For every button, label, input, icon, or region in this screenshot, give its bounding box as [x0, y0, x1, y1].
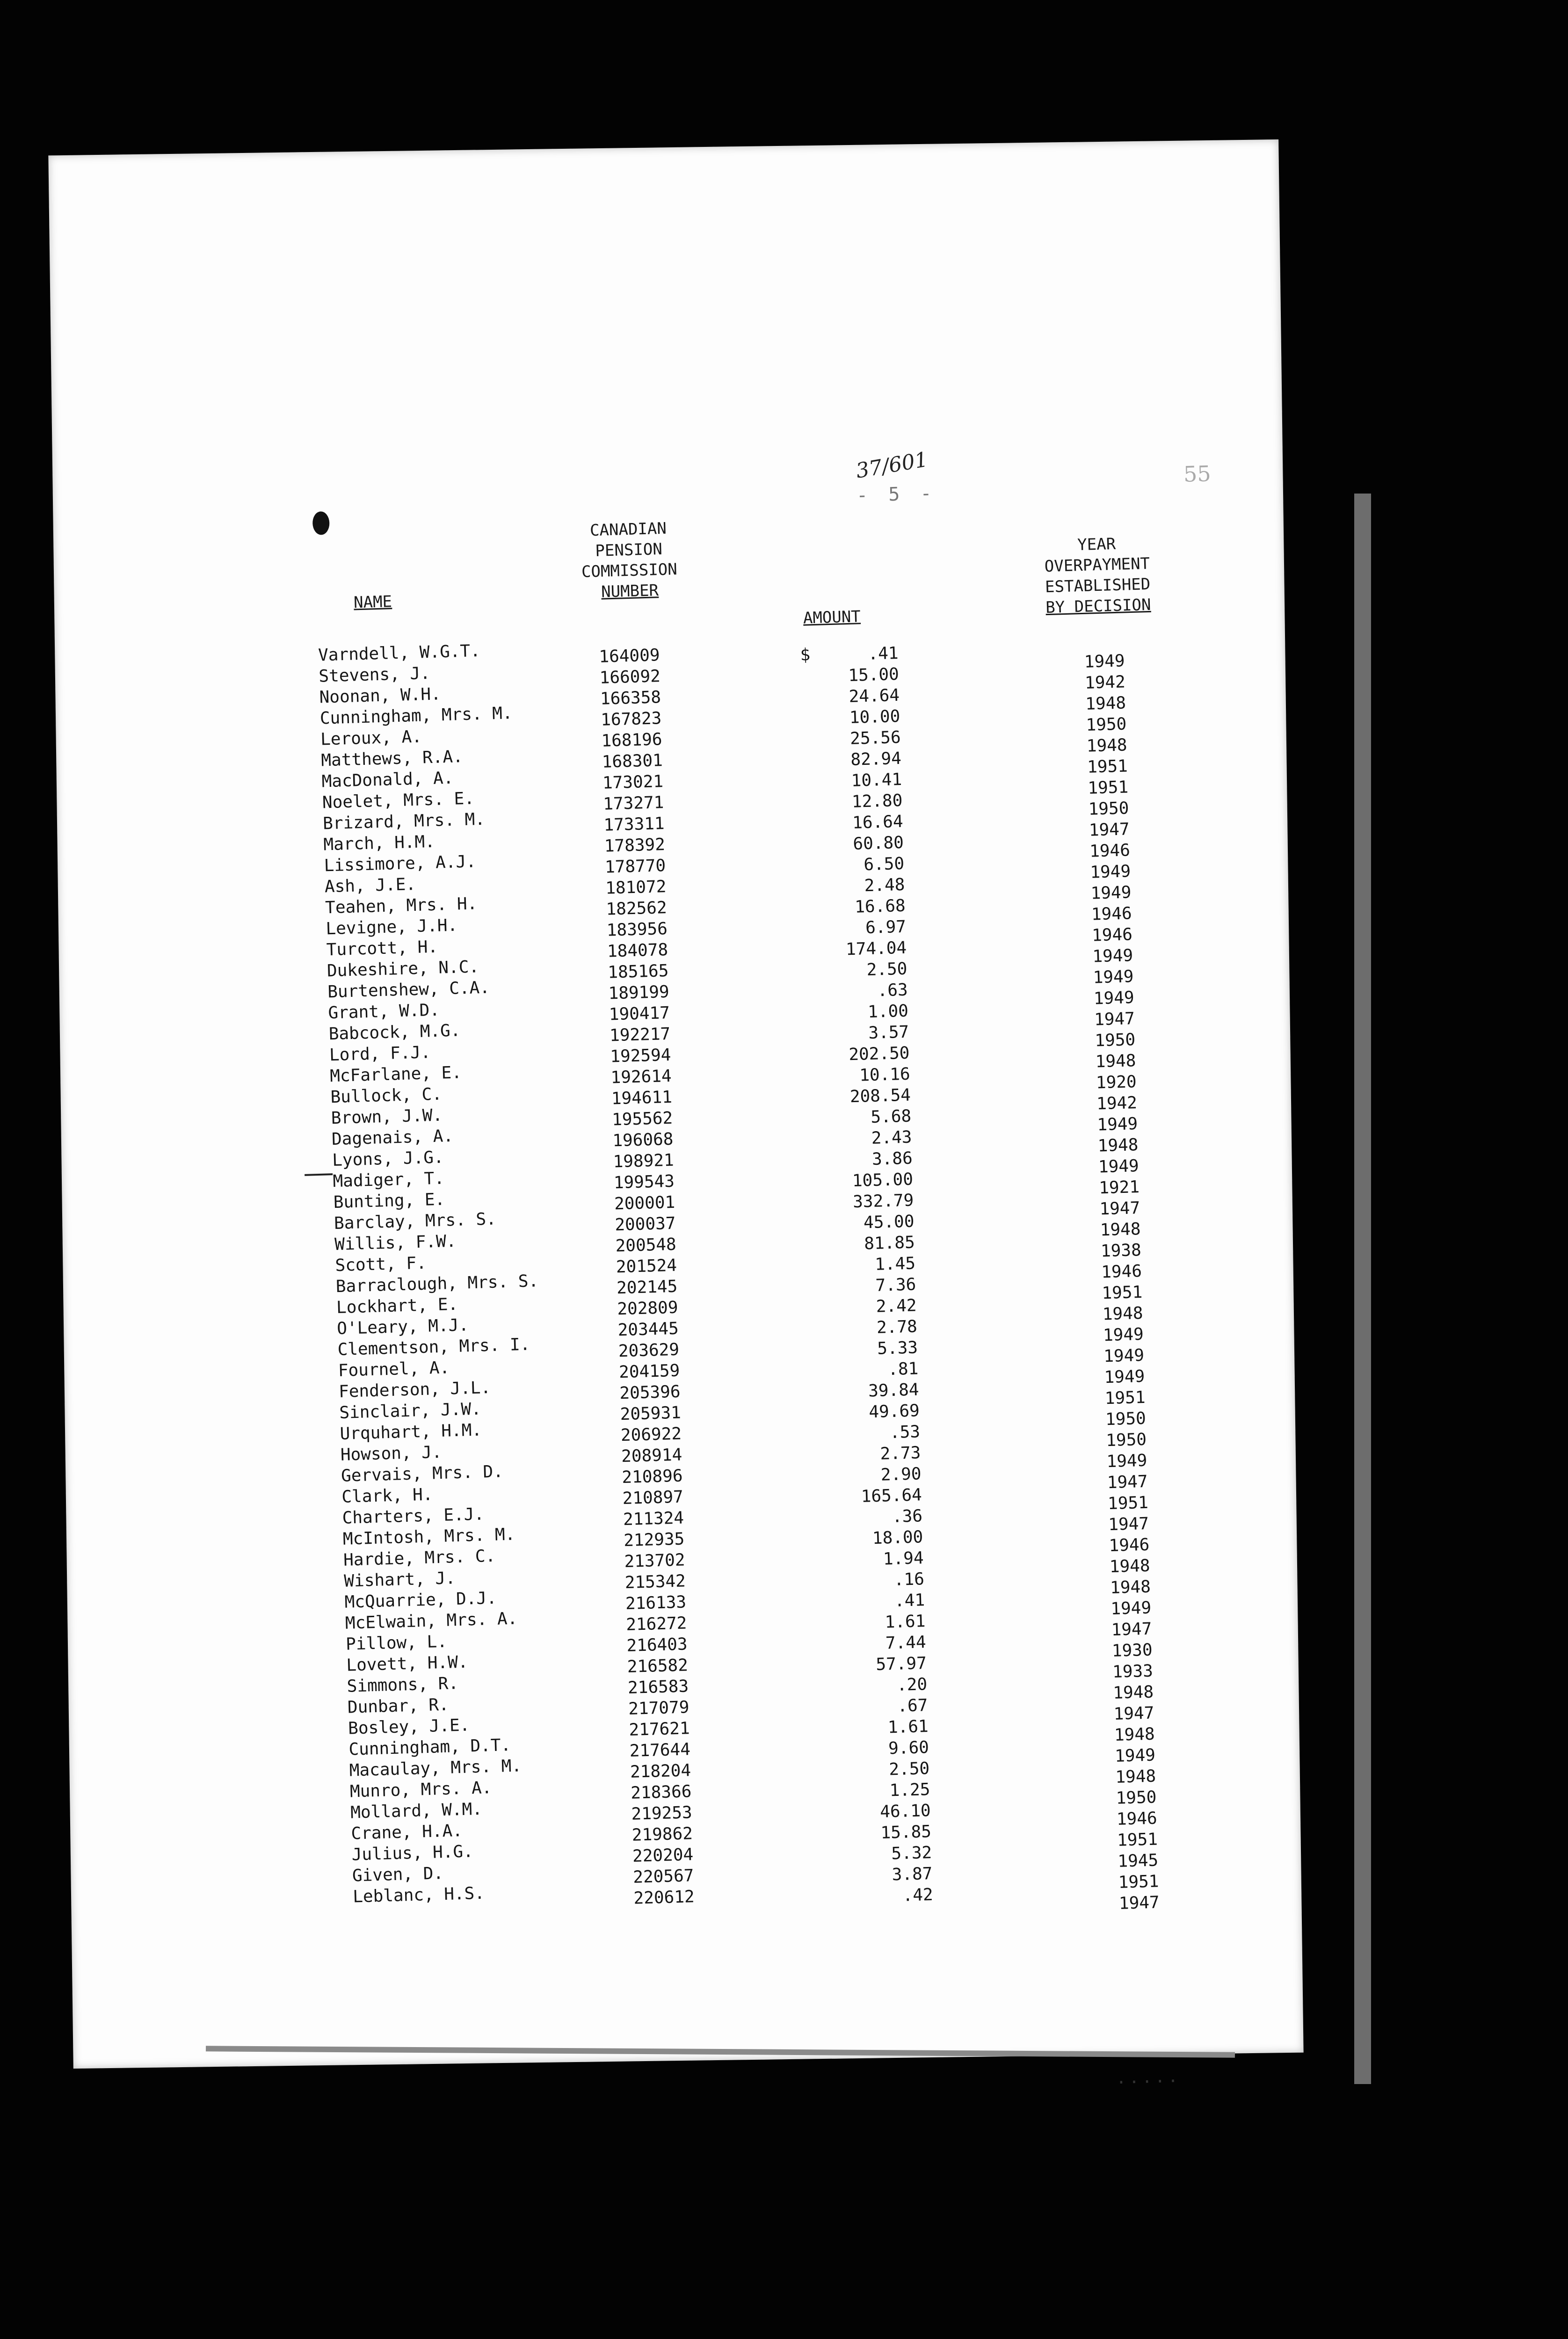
row-name: Cunningham, Mrs. M.	[319, 704, 513, 728]
row-pension-number: 216272	[625, 1613, 687, 1635]
row-year: 1950	[1116, 1787, 1157, 1808]
row-name: Howson, J.	[340, 1442, 443, 1465]
row-year: 1950	[1086, 714, 1127, 735]
row-amount: 10.16	[859, 1064, 911, 1085]
row-name: Noelet, Mrs. E.	[322, 789, 475, 813]
row-amount: 57.97	[875, 1654, 927, 1675]
row-amount: 82.94	[850, 748, 902, 770]
row-pension-number: 167823	[600, 709, 662, 730]
row-amount: 332.79	[852, 1191, 914, 1212]
row-amount: 2.42	[876, 1296, 917, 1316]
header-name	[316, 590, 429, 614]
document-content	[290, 288, 1413, 2088]
row-year: 1949	[1103, 1345, 1145, 1366]
row-amount: 15.00	[848, 664, 900, 685]
row-year: 1946	[1109, 1535, 1150, 1556]
row-name: Noonan, W.H.	[319, 684, 442, 707]
header-year	[998, 531, 1197, 619]
row-year: 1921	[1098, 1177, 1140, 1198]
row-pension-number: 166092	[599, 667, 661, 688]
row-name: Lyons, J.G.	[332, 1148, 444, 1170]
row-name: Scott, F.	[335, 1253, 427, 1276]
row-pension-number: 212935	[623, 1529, 685, 1551]
row-pension-number: 217079	[628, 1698, 690, 1719]
row-year: 1949	[1096, 1114, 1138, 1135]
row-pension-number: 189199	[608, 982, 670, 1003]
row-amount: 3.87	[892, 1864, 933, 1885]
punch-hole	[312, 511, 330, 535]
row-amount: 16.64	[852, 812, 904, 833]
row-pension-number: 218204	[630, 1761, 691, 1782]
row-amount: .41	[867, 643, 899, 664]
row-pension-number: 168301	[602, 751, 663, 772]
row-name: Macaulay, Mrs. M.	[349, 1756, 522, 1780]
row-amount: 7.44	[885, 1633, 927, 1653]
header-pension-line-2: PENSION	[595, 539, 663, 560]
row-name: Grant, W.D.	[327, 1000, 440, 1023]
overpayment-table	[299, 616, 1410, 1913]
row-amount: 7.36	[875, 1275, 916, 1295]
row-pension-number: 217644	[629, 1740, 691, 1761]
row-name: Simmons, R.	[347, 1674, 459, 1696]
row-name: Levigne, J.H.	[325, 915, 458, 939]
row-amount: 6.50	[863, 854, 905, 875]
row-pension-number: 219253	[631, 1803, 693, 1824]
row-pension-number: 200037	[614, 1213, 676, 1235]
row-amount: 2.90	[880, 1464, 922, 1485]
row-pension-number: 173271	[603, 793, 664, 814]
header-pension-number	[539, 517, 719, 604]
row-year: 1920	[1096, 1072, 1137, 1093]
row-year: 1950	[1105, 1430, 1147, 1451]
row-amount: 12.80	[851, 791, 903, 812]
row-amount: 3.86	[871, 1148, 913, 1169]
row-amount: 10.00	[849, 706, 900, 727]
row-pension-number: 185165	[607, 961, 669, 982]
row-amount: 105.00	[852, 1170, 914, 1191]
row-year: 1946	[1101, 1261, 1142, 1282]
row-pension-number: 213702	[624, 1550, 686, 1572]
row-year: 1948	[1109, 1556, 1151, 1577]
row-name: Willis, F.W.	[334, 1231, 457, 1255]
row-name: Bunting, E.	[333, 1190, 445, 1213]
row-amount: 60.80	[852, 833, 904, 854]
row-year: 1949	[1106, 1451, 1147, 1472]
row-pension-number: 208914	[621, 1445, 682, 1467]
header-amount	[776, 606, 888, 630]
row-name: McElwain, Mrs. A.	[345, 1609, 518, 1633]
row-pension-number: 218366	[630, 1782, 692, 1803]
row-year: 1948	[1115, 1766, 1156, 1787]
row-year: 1945	[1117, 1851, 1159, 1871]
row-pension-number: 192217	[609, 1024, 671, 1046]
row-pension-number: 182562	[605, 898, 668, 919]
row-amount: 49.69	[868, 1401, 920, 1422]
row-year: 1933	[1112, 1661, 1154, 1682]
row-year: 1946	[1116, 1809, 1158, 1829]
row-name: Dunbar, R.	[347, 1695, 450, 1717]
row-name: Munro, Mrs. A.	[349, 1778, 492, 1801]
row-pension-number: 181072	[605, 877, 667, 898]
row-pension-number: 200548	[615, 1235, 677, 1256]
row-name: Fenderson, J.L.	[338, 1378, 491, 1402]
row-year: 1949	[1103, 1324, 1144, 1345]
row-pension-number: 210896	[621, 1466, 683, 1488]
row-amount: .63	[877, 980, 908, 1001]
row-year: 1942	[1096, 1093, 1138, 1114]
row-name: Clark, H.	[341, 1485, 433, 1507]
continuation-dots: .....	[1116, 2067, 1181, 2088]
row-amount: 2.43	[871, 1127, 912, 1148]
row-name: MacDonald, A.	[321, 768, 454, 792]
row-year: 1948	[1110, 1577, 1151, 1598]
row-name: Julius, H.G.	[351, 1842, 474, 1865]
row-year: 1946	[1091, 925, 1133, 945]
handwritten-reference: 37/601	[854, 447, 930, 483]
row-name: Teahen, Mrs. H.	[325, 894, 478, 918]
row-amount: 165.64	[861, 1485, 922, 1506]
row-year: 1949	[1093, 967, 1134, 988]
row-year: 1951	[1104, 1387, 1146, 1409]
row-amount: 2.73	[880, 1443, 921, 1464]
row-amount: 1.61	[885, 1612, 926, 1632]
row-year: 1949	[1114, 1745, 1156, 1766]
row-pension-number: 203445	[617, 1319, 679, 1340]
row-name: Sinclair, J.W.	[339, 1399, 482, 1423]
row-name: Pillow, L.	[345, 1632, 448, 1654]
row-pension-number: 211324	[623, 1508, 684, 1530]
row-pension-number: 203629	[618, 1340, 680, 1361]
row-amount: 1.61	[887, 1717, 929, 1737]
row-amount: 1.45	[874, 1254, 916, 1274]
row-amount: 45.00	[863, 1212, 915, 1233]
row-amount: 5.68	[870, 1106, 912, 1127]
row-pension-number: 199543	[613, 1171, 675, 1193]
row-amount: 2.48	[864, 875, 905, 896]
row-pension-number: 206922	[620, 1424, 682, 1446]
row-name: Wishart, J.	[343, 1569, 456, 1591]
row-pension-number: 200001	[614, 1192, 675, 1214]
row-year: 1951	[1087, 756, 1128, 777]
row-name: Fournel, A.	[338, 1358, 450, 1380]
row-year: 1948	[1095, 1051, 1136, 1072]
row-amount: 18.00	[872, 1527, 923, 1548]
row-name: Crane, H.A.	[350, 1821, 463, 1844]
row-name: McIntosh, Mrs. M.	[342, 1525, 515, 1549]
row-year: 1948	[1114, 1724, 1155, 1745]
row-year: 1950	[1094, 1030, 1136, 1051]
row-name: Leblanc, H.S.	[352, 1883, 485, 1907]
row-name: McFarlane, E.	[329, 1063, 462, 1086]
row-pension-number: 173311	[603, 814, 665, 835]
row-amount: .67	[897, 1696, 928, 1716]
row-year: 1948	[1085, 693, 1126, 714]
row-year: 1947	[1089, 820, 1130, 840]
row-year: 1948	[1086, 735, 1128, 756]
row-pension-number: 201524	[616, 1256, 677, 1277]
row-name: Dukeshire, N.C.	[327, 957, 479, 981]
row-amount: .42	[902, 1885, 934, 1905]
row-name: Lockhart, E.	[336, 1294, 458, 1318]
row-pension-number: 216583	[627, 1677, 689, 1698]
row-name: O'Leary, M.J.	[336, 1315, 469, 1339]
row-name: Varndell, W.G.T.	[318, 641, 481, 665]
row-pension-number: 205396	[619, 1382, 681, 1403]
row-amount: 1.25	[889, 1780, 930, 1801]
row-name: Brown, J.W.	[331, 1105, 443, 1128]
row-amount: 24.64	[849, 685, 900, 706]
row-year: 1938	[1100, 1240, 1142, 1261]
row-pension-number: 202809	[617, 1298, 679, 1319]
row-pension-number: 210897	[622, 1487, 684, 1509]
row-pension-number: 178392	[604, 835, 666, 856]
row-name: Gervais, Mrs. D.	[341, 1462, 504, 1486]
row-year: 1949	[1098, 1156, 1140, 1177]
row-name: Given, D.	[352, 1864, 444, 1886]
row-amount: 3.57	[868, 1022, 909, 1043]
row-name: Turcott, H.	[326, 937, 438, 960]
row-name: Lord, F.J.	[329, 1043, 431, 1065]
row-pension-number: 195562	[611, 1108, 673, 1130]
row-year: 1951	[1117, 1830, 1158, 1850]
row-amount: 5.32	[891, 1843, 932, 1864]
row-amount: 5.33	[877, 1338, 918, 1358]
row-amount: 39.84	[868, 1380, 920, 1401]
row-amount: 9.60	[888, 1738, 929, 1758]
row-pension-number: 194611	[611, 1087, 673, 1109]
row-name: March, H.M.	[323, 832, 436, 855]
row-year: 1947	[1118, 1893, 1160, 1913]
row-amount: .81	[887, 1359, 919, 1380]
row-amount: 2.50	[866, 959, 907, 980]
row-name: Urquhart, H.M.	[340, 1420, 482, 1444]
row-pension-number: 217621	[628, 1719, 690, 1740]
row-year: 1949	[1084, 651, 1125, 672]
row-pension-number: 202145	[616, 1277, 678, 1298]
row-name: Mollard, W.M.	[350, 1799, 483, 1823]
row-name: Babcock, M.G.	[328, 1021, 461, 1044]
row-year: 1930	[1111, 1640, 1153, 1661]
row-name: Bullock, C.	[330, 1084, 443, 1107]
header-name-label: NAME	[353, 592, 392, 612]
row-pension-number: 178770	[604, 856, 666, 877]
header-year-line-1: YEAR	[1077, 534, 1116, 555]
row-name: Matthews, R.A.	[320, 747, 464, 770]
row-pension-number: 173021	[602, 772, 664, 793]
row-pension-number: 216403	[626, 1634, 688, 1656]
row-pension-number: 198921	[613, 1150, 675, 1172]
row-pension-number: 164009	[598, 646, 661, 667]
row-amount: .36	[892, 1506, 923, 1527]
row-year: 1947	[1107, 1472, 1148, 1493]
row-pension-number: 192614	[610, 1066, 672, 1088]
row-amount: 2.50	[888, 1759, 930, 1780]
row-amount: 2.78	[876, 1317, 918, 1337]
row-year: 1951	[1118, 1872, 1159, 1892]
row-pension-number: 168196	[601, 730, 663, 751]
row-year: 1947	[1108, 1514, 1149, 1535]
row-name: Charters, E.J.	[342, 1504, 485, 1528]
header-amount-label: AMOUNT	[803, 607, 861, 628]
page-number: - 5 -	[856, 482, 937, 507]
row-year: 1950	[1088, 799, 1129, 819]
row-year: 1949	[1093, 988, 1135, 1009]
row-name: Cunningham, D.T.	[348, 1736, 511, 1759]
row-amount: 81.85	[864, 1233, 915, 1254]
currency-symbol: $	[799, 645, 811, 665]
header-pension-line-4: NUMBER	[601, 581, 659, 602]
row-pension-number: 166358	[600, 688, 661, 709]
row-name: Lovett, H.W.	[346, 1652, 469, 1675]
row-year: 1949	[1089, 862, 1131, 882]
header-year-line-4: BY DECISION	[1045, 595, 1151, 617]
row-pension-number: 196068	[612, 1129, 674, 1151]
folio-stamp: 55	[1183, 461, 1212, 487]
row-year: 1946	[1089, 841, 1131, 861]
row-year: 1949	[1110, 1598, 1152, 1619]
row-year: 1949	[1103, 1366, 1145, 1387]
header-year-line-2: OVERPAYMENT	[1044, 554, 1150, 576]
row-amount: 1.00	[867, 1001, 909, 1022]
row-name: Bosley, J.E.	[348, 1715, 470, 1738]
row-year: 1947	[1099, 1199, 1140, 1219]
row-year: 1951	[1087, 777, 1129, 798]
row-amount: 46.10	[879, 1801, 931, 1822]
row-name: Dagenais, A.	[331, 1126, 454, 1149]
row-year: 1949	[1090, 883, 1132, 903]
row-pension-number: 220567	[632, 1866, 694, 1887]
row-amount: 1.94	[883, 1548, 924, 1569]
row-pension-number: 219862	[632, 1824, 693, 1845]
row-year: 1950	[1105, 1409, 1147, 1430]
row-name: McQuarrie, D.J.	[344, 1588, 497, 1612]
row-amount: 202.50	[848, 1043, 910, 1065]
header-pension-line-1: CANADIAN	[589, 519, 667, 540]
row-pension-number: 216133	[625, 1592, 687, 1614]
row-amount: 10.41	[851, 770, 902, 791]
row-amount: 174.04	[845, 938, 907, 959]
row-pension-number: 184078	[607, 940, 668, 961]
row-name: Ash, J.E.	[324, 874, 416, 897]
row-pension-number: 220612	[633, 1887, 695, 1908]
row-amount: 16.68	[854, 896, 906, 917]
row-amount: 208.54	[849, 1085, 911, 1107]
row-year: 1947	[1113, 1703, 1154, 1724]
row-name: Barraclough, Mrs. S.	[335, 1271, 539, 1297]
row-year: 1947	[1094, 1009, 1135, 1030]
row-name: Burtenshew, C.A.	[327, 978, 490, 1002]
row-pension-number: 216582	[627, 1656, 689, 1677]
row-pension-number: 183956	[606, 919, 668, 940]
row-pension-number: 190417	[609, 1003, 670, 1024]
row-amount: .20	[896, 1675, 928, 1695]
row-year: 1942	[1084, 672, 1126, 693]
row-pension-number: 192594	[610, 1045, 671, 1067]
row-amount: 15.85	[880, 1822, 932, 1843]
row-amount: 25.56	[849, 727, 901, 748]
row-year: 1948	[1100, 1219, 1141, 1240]
header-pension-line-3: COMMISSION	[581, 560, 678, 581]
row-amount: .41	[894, 1591, 925, 1611]
header-year-line-3: ESTABLISHED	[1045, 574, 1151, 597]
row-amount: .16	[893, 1569, 925, 1590]
row-year: 1951	[1101, 1282, 1143, 1303]
row-pension-number: 205931	[620, 1403, 682, 1424]
row-year: 1948	[1112, 1682, 1154, 1703]
row-amount: 6.97	[865, 917, 907, 938]
row-name: Hardie, Mrs. C.	[343, 1546, 496, 1570]
row-year: 1947	[1111, 1619, 1152, 1640]
row-year: 1948	[1102, 1303, 1144, 1324]
row-year: 1949	[1092, 946, 1133, 966]
row-pension-number: 220204	[632, 1845, 694, 1866]
row-name: Leroux, A.	[320, 727, 422, 749]
row-amount: .53	[889, 1422, 921, 1443]
row-name: Brizard, Mrs. M.	[322, 809, 486, 834]
row-year: 1948	[1097, 1135, 1139, 1156]
row-pension-number: 204159	[618, 1361, 680, 1382]
row-name: Clementson, Mrs. I.	[337, 1335, 530, 1360]
row-year: 1951	[1107, 1493, 1149, 1514]
row-name: Lissimore, A.J.	[324, 852, 477, 876]
row-name: Stevens, J.	[318, 663, 431, 686]
row-name: Madiger, T.	[332, 1169, 445, 1191]
row-year: 1946	[1091, 904, 1132, 924]
row-name: Barclay, Mrs. S.	[334, 1209, 497, 1234]
row-pension-number: 215342	[624, 1571, 686, 1593]
